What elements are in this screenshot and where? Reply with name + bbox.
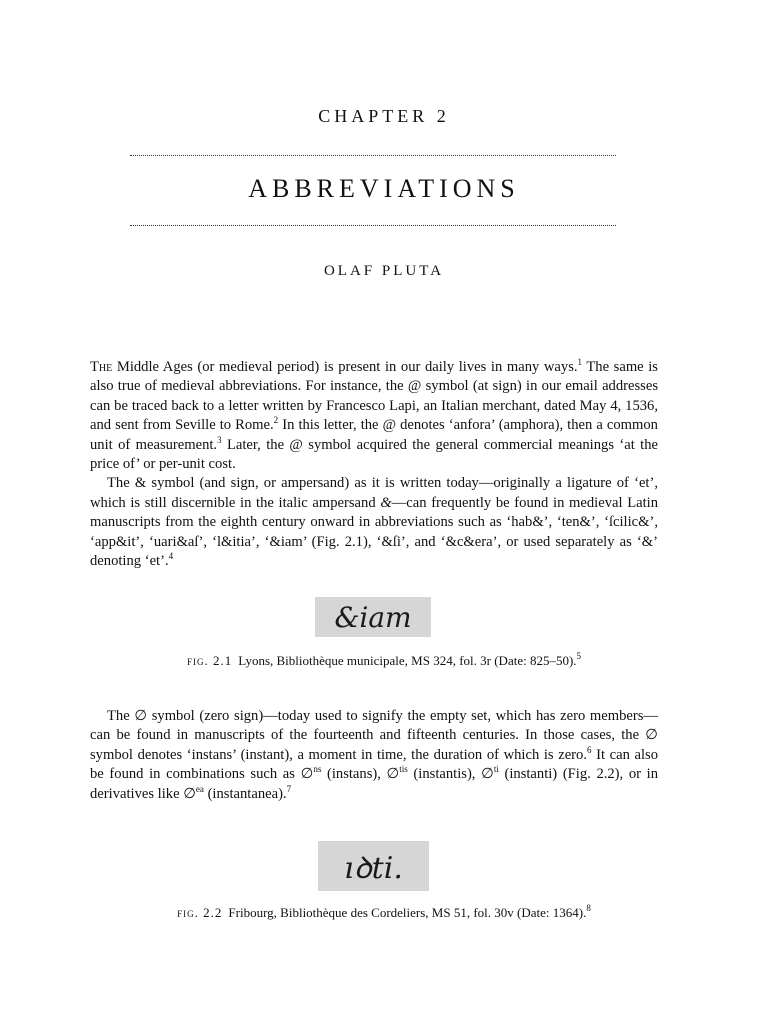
chapter-title: ABBREVIATIONS <box>248 174 520 203</box>
paragraph-2-text-b: —can frequently be found in medieval Latin manuscripts from the eighth century onward in abbreviations such as ‘hab&’, ‘ten&’, ‘ſcilic&’, ‘app&it’, ‘uari&aſ’, ‘l&itia’, ‘&iam’ (Fig. 2.1), ‘&ſi’, and ‘&c&era’, or used separately as ‘&’ denoting ‘et’. <box>90 494 659 570</box>
intro-text <box>90 358 658 571</box>
footnote-ref-5: 5 <box>576 651 582 661</box>
figure-label: fig. 2.2 <box>177 905 223 920</box>
footnote-ref-1: 1 <box>577 357 583 367</box>
footnote-ref-6: 6 <box>586 744 592 755</box>
paragraph-1-text-a: Middle Ages (or medieval period) is present in our daily lives in many ways. <box>112 359 578 375</box>
figure-label: fig. 2.1 <box>186 653 233 668</box>
superscript-ti: ti <box>493 764 499 775</box>
paragraph-3-text-f: (instantanea). <box>203 785 287 802</box>
paragraph-1-text-c: In this letter, the @ denotes ‘anfora’ (amphora), then a common unit of measurement. <box>90 417 658 453</box>
author-name: OLAF PLUTA <box>323 263 445 279</box>
paragraph-2 <box>90 474 658 571</box>
lead-word: The <box>90 359 113 375</box>
paragraph-3-text-a: The ∅ symbol (zero sign)—today used to signify the empty set, which has zero members—can be found in manuscripts of the fourteenth and fifteenth centuries. In those cases, the ∅ symbol denotes ‘instans’ (instant), a moment in time, the duration of which is zero. <box>90 708 658 763</box>
figure-caption-text: Lyons, Bibliothèque municipale, MS 324, fol. 3r (Date: 825–50). <box>238 653 577 668</box>
footnote-ref-4: 4 <box>168 551 174 562</box>
paragraph-3 <box>90 707 658 804</box>
superscript-ns: ns <box>313 764 322 775</box>
superscript-tis: tis <box>399 764 408 775</box>
superscript-ea: ea <box>195 783 204 794</box>
italic-ampersand: & <box>380 494 392 511</box>
footnote-ref-8: 8 <box>586 903 591 913</box>
paragraph-1-text-d: Later, the @ symbol acquired the general commercial meanings ‘at the price of’ or per-unit cost. <box>90 436 658 473</box>
figure-caption-text: Fribourg, Bibliothèque des Cordeliers, MS 51, fol. 30v (Date: 1364). <box>228 905 587 920</box>
top-dotted-rule <box>130 155 616 156</box>
paragraph-2-text-a: The & symbol (and sign, or ampersand) as it is written today—originally a ligature of ‘et’, which is still discernible in the italic ampersand <box>90 475 658 511</box>
zero-sign-text <box>90 707 658 804</box>
paragraph-3-text-e: (instanti) (Fig. 2.2), or in derivatives like ∅ <box>90 766 658 802</box>
figure-2-1-caption <box>0 653 768 669</box>
paragraph-1-text-b: The same is also true of medieval abbreviations. For instance, the @ symbol (at sign) in our email addresses can be traced back to a letter written by Francesco Lapi, an Italian merchant, dated May 4, 1536, and sent from Seville to Rome. <box>90 359 658 434</box>
figure-2-2-caption <box>0 905 768 921</box>
paragraph-1 <box>90 358 658 474</box>
chapter-number: CHAPTER 2 <box>318 106 450 126</box>
paragraph-3-text-d: (instantis), ∅ <box>407 766 494 783</box>
bottom-dotted-rule <box>130 225 616 226</box>
figure-2-2-image: ıꝺti. <box>318 841 429 891</box>
paragraph-3-text-c: (instans), ∅ <box>321 766 400 783</box>
paragraph-3-text-b: It can also be found in combinations such as ∅ <box>90 746 658 783</box>
figure-2-1-image: &iam <box>315 597 431 637</box>
footnote-ref-3: 3 <box>217 434 222 445</box>
footnote-ref-7: 7 <box>286 783 292 794</box>
footnote-ref-2: 2 <box>273 415 279 426</box>
